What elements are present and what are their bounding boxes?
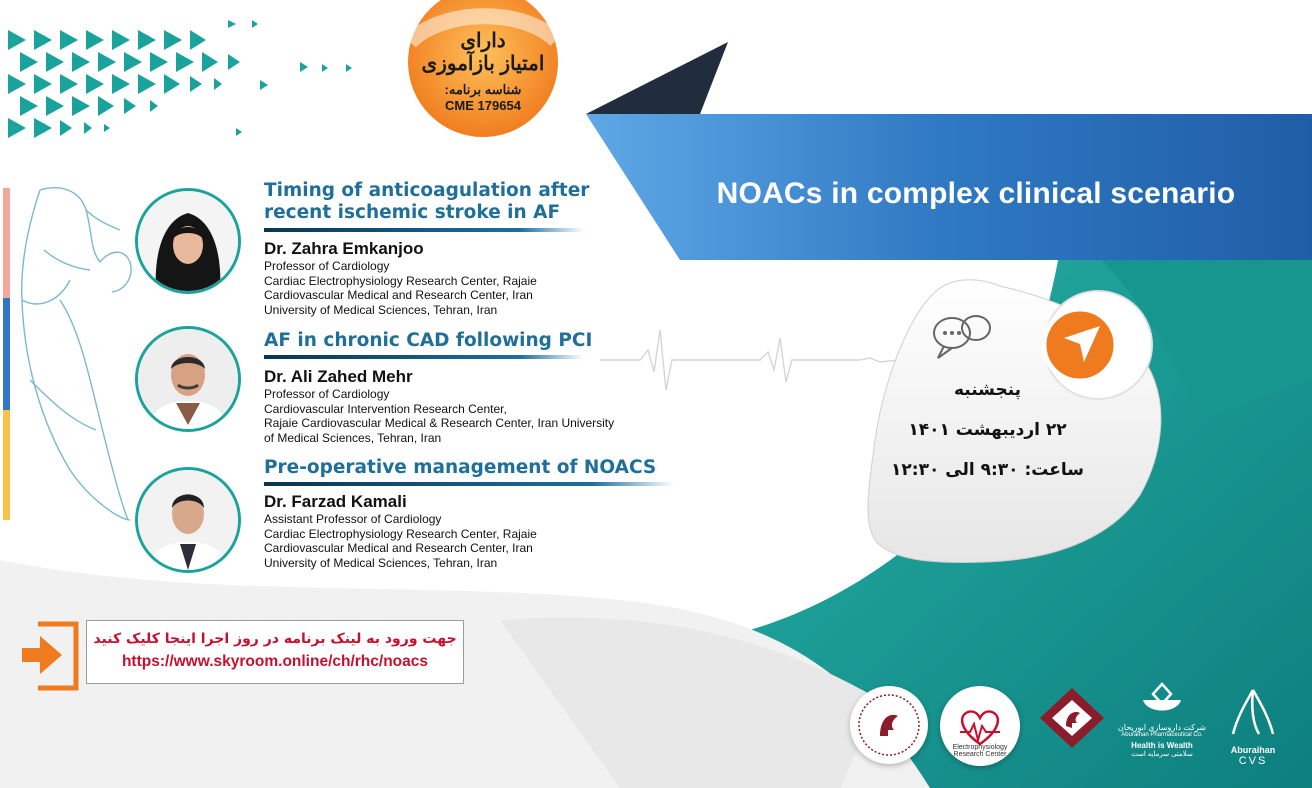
- aburaihan-en: Aburaihan Pharmaceutical Co.: [1121, 732, 1203, 738]
- join-instruction: جهت ورود به لینک برنامه در روز اجرا اینجا کلیک کنید: [93, 631, 457, 647]
- aburaihan-fa: شرکت داروسازی ابوریحان: [1117, 723, 1207, 732]
- speaker-2-name: Dr. Ali Zahed Mehr: [264, 367, 413, 386]
- speaker-2-affiliation-line: Rajaie Cardiovascular Medical & Research Center, Iran University: [264, 416, 615, 430]
- talk-2-title-line1: AF in chronic CAD following PCI: [264, 330, 593, 351]
- badge-line3: شناسه برنامه:: [444, 82, 522, 97]
- triangle-pattern: [8, 20, 352, 138]
- talk-1-title-line1: Timing of anticoagulation after: [264, 180, 590, 201]
- event-day: پنجشنبه: [953, 380, 1022, 400]
- cme-badge: [408, 2, 558, 130]
- event-title: NOACs in complex clinical scenario: [716, 177, 1236, 210]
- cvs-label-2: CVS: [1238, 755, 1268, 767]
- talk-3-divider: [264, 482, 674, 486]
- speaker-3-affiliation-line: University of Medical Sciences, Tehran, Iran: [264, 555, 498, 570]
- speaker-1-affiliation-line: Cardiac Electrophysiology Research Center, Rajaie: [264, 273, 537, 288]
- badge-line1: دارای: [460, 30, 506, 52]
- talk-1-title-line2: recent ischemic stroke in AF: [264, 202, 561, 223]
- talk-2-title: [264, 330, 592, 352]
- talk-1-divider: [264, 228, 584, 232]
- talk-3-title-line1: Pre-operative management of NOACS: [264, 457, 657, 478]
- join-url-link[interactable]: https://www.skyroom.online/ch/rhc/noacs: [121, 653, 429, 670]
- logo-research-center: [850, 686, 928, 764]
- electro-label: Electrophysiology Research Center: [952, 744, 1008, 758]
- speaker-3-name: Dr. Farzad Kamali: [264, 492, 407, 511]
- event-info: [875, 370, 1100, 490]
- speaker-2-affiliation-line: Cardiovascular Intervention Research Center,: [264, 401, 507, 416]
- avatar-speaker-2: [135, 326, 241, 432]
- speaker-2: [264, 367, 614, 445]
- badge-code: CME 179654: [445, 98, 521, 113]
- speaker-1-name: Dr. Zahra Emkanjoo: [264, 239, 424, 258]
- heart-illustration: [22, 188, 131, 520]
- speaker-3-affiliation-line: Assistant Professor of Cardiology: [264, 512, 442, 526]
- cvs-label: Aburaihan: [1230, 745, 1276, 755]
- join-link-box[interactable]: [86, 620, 464, 684]
- event-date: ۲۲ اردیبهشت ۱۴۰۱: [908, 420, 1067, 440]
- speaker-3: [264, 492, 537, 570]
- event-time: ساعت: ۹:۳۰ الی ۱۲:۳۰: [891, 460, 1084, 480]
- logo-rajaie-center: [1036, 686, 1108, 758]
- talk-1-title: [264, 180, 589, 224]
- aburaihan-motto-fa: سلامتی سرمایه است: [1131, 751, 1193, 758]
- badge-line2: امتیاز بازآموزی: [421, 53, 545, 75]
- speaker-3-affiliation-line: Cardiac Electrophysiology Research Center, Rajaie: [264, 526, 537, 541]
- speaker-1-affiliation-line: Cardiovascular Medical and Research Center, Iran: [264, 288, 533, 302]
- talk-2-divider: [264, 355, 584, 359]
- logo-aburaihan-cvs: [1218, 684, 1288, 774]
- logo-aburaihan-pharma: [1112, 682, 1212, 772]
- speaker-1-affiliation-line: University of Medical Sciences, Tehran, Iran: [264, 302, 498, 317]
- speaker-3-affiliation-line: Cardiovascular Medical and Research Center, Iran: [264, 541, 533, 555]
- talk-3-title: [264, 457, 656, 479]
- logo-electrophysiology-center: [940, 686, 1020, 766]
- avatar-speaker-1: [135, 188, 241, 294]
- speaker-1-affiliation-line: Professor of Cardiology: [264, 259, 390, 273]
- speaker-2-affiliation-line: Professor of Cardiology: [264, 387, 390, 401]
- avatar-speaker-3: [135, 467, 241, 573]
- aburaihan-motto-en: Health is Wealth: [1131, 741, 1193, 750]
- speaker-2-affiliation-line: of Medical Sciences, Tehran, Iran: [264, 430, 442, 445]
- speaker-1: [264, 239, 537, 317]
